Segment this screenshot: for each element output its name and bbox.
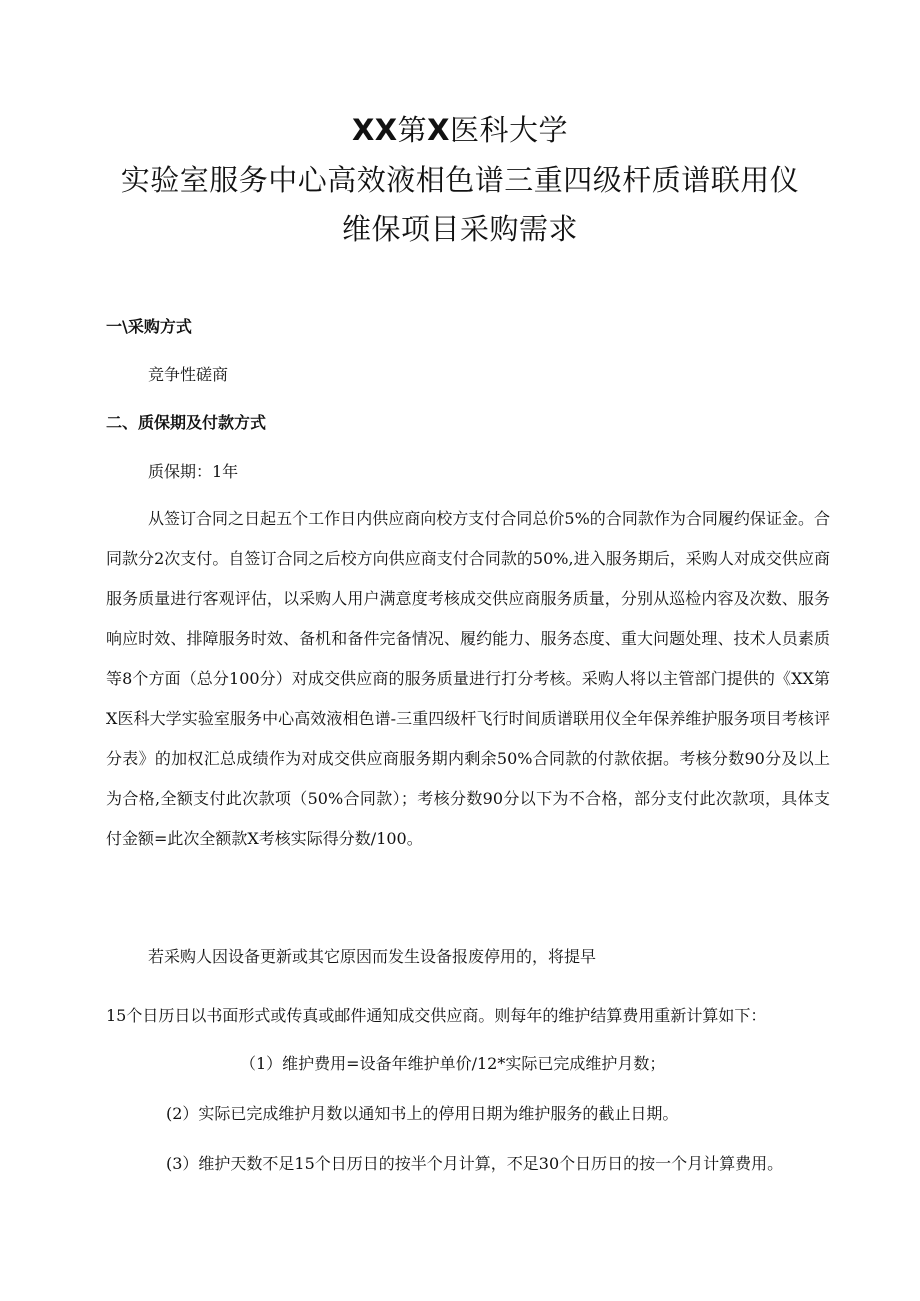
procurement-method: 竞争性磋商	[148, 365, 229, 384]
title-x: X	[427, 113, 451, 147]
document-title-line-3: 维保项目采购需求	[341, 212, 578, 246]
document-title-line-2: 实验室服务中心高效液相色谱三重四级杆质谱联用仪	[120, 163, 800, 197]
warranty-period: 质保期：1年	[148, 462, 239, 481]
calc-item-1: （1）维护费用=设备年维护单价/12*实际已完成维护月数；	[240, 1054, 666, 1073]
title-prefix: XX	[351, 113, 398, 147]
stop-notice-line-1: 若采购人因设备更新或其它原因而发生设备报废停用的，将提早	[148, 947, 597, 966]
calc-item-2: (2）实际已完成维护月数以通知书上的停用日期为维护服务的截止日期。	[166, 1104, 679, 1123]
title-suffix: 医科大学	[450, 113, 569, 147]
calc-item-3: (3）维护天数不足15个日历日的按半个月计算，不足30个日历日的按一个月计算费用。	[166, 1154, 784, 1173]
stop-notice-line-2: 15个日历日以书面形式或传真或邮件通知成交供应商。则每年的维护结算费用重新计算如下：	[106, 1006, 767, 1025]
document-title-line-1	[0, 112, 920, 148]
payment-paragraph: 从签订合同之日起五个工作日内供应商向校方支付合同总价5%的合同款作为合同履约保证金。合同款分2次支付。自签订合同之后校方向供应商支付合同款的50%,进入服务期后，采购人对成交供应商服务质量进行客观评估，以采购人用户满意度考核成交供应商服务质量，分别从巡检内容及次数、服务响应时效、排障服务时效、备机和备件完备情况、履约能力、服务态度、重大问题处理、技术人员素质等8个方面（总分100分）对成交供应商的服务质量进行打分考核。采购人将以主管部门提供的《XX第X医科大学实验室服务中心高效液相色谱-三重四级杆飞行时间质谱联用仪全年保养维护服务项目考核评分表》的加权汇总成绩作为对成交供应商服务期内剩余50%合同款的付款依据。考核分数90分及以上为合格,全额支付此次款项（50%合同款）；考核分数90分以下为不合格，部分支付此次款项，具体支付金额=此次全额款X考核实际得分数/100。	[106, 509, 830, 848]
title-middle: 第	[397, 113, 428, 147]
section-1-heading: 一\采购方式	[106, 317, 192, 336]
section-2-heading: 二、质保期及付款方式	[106, 413, 267, 432]
